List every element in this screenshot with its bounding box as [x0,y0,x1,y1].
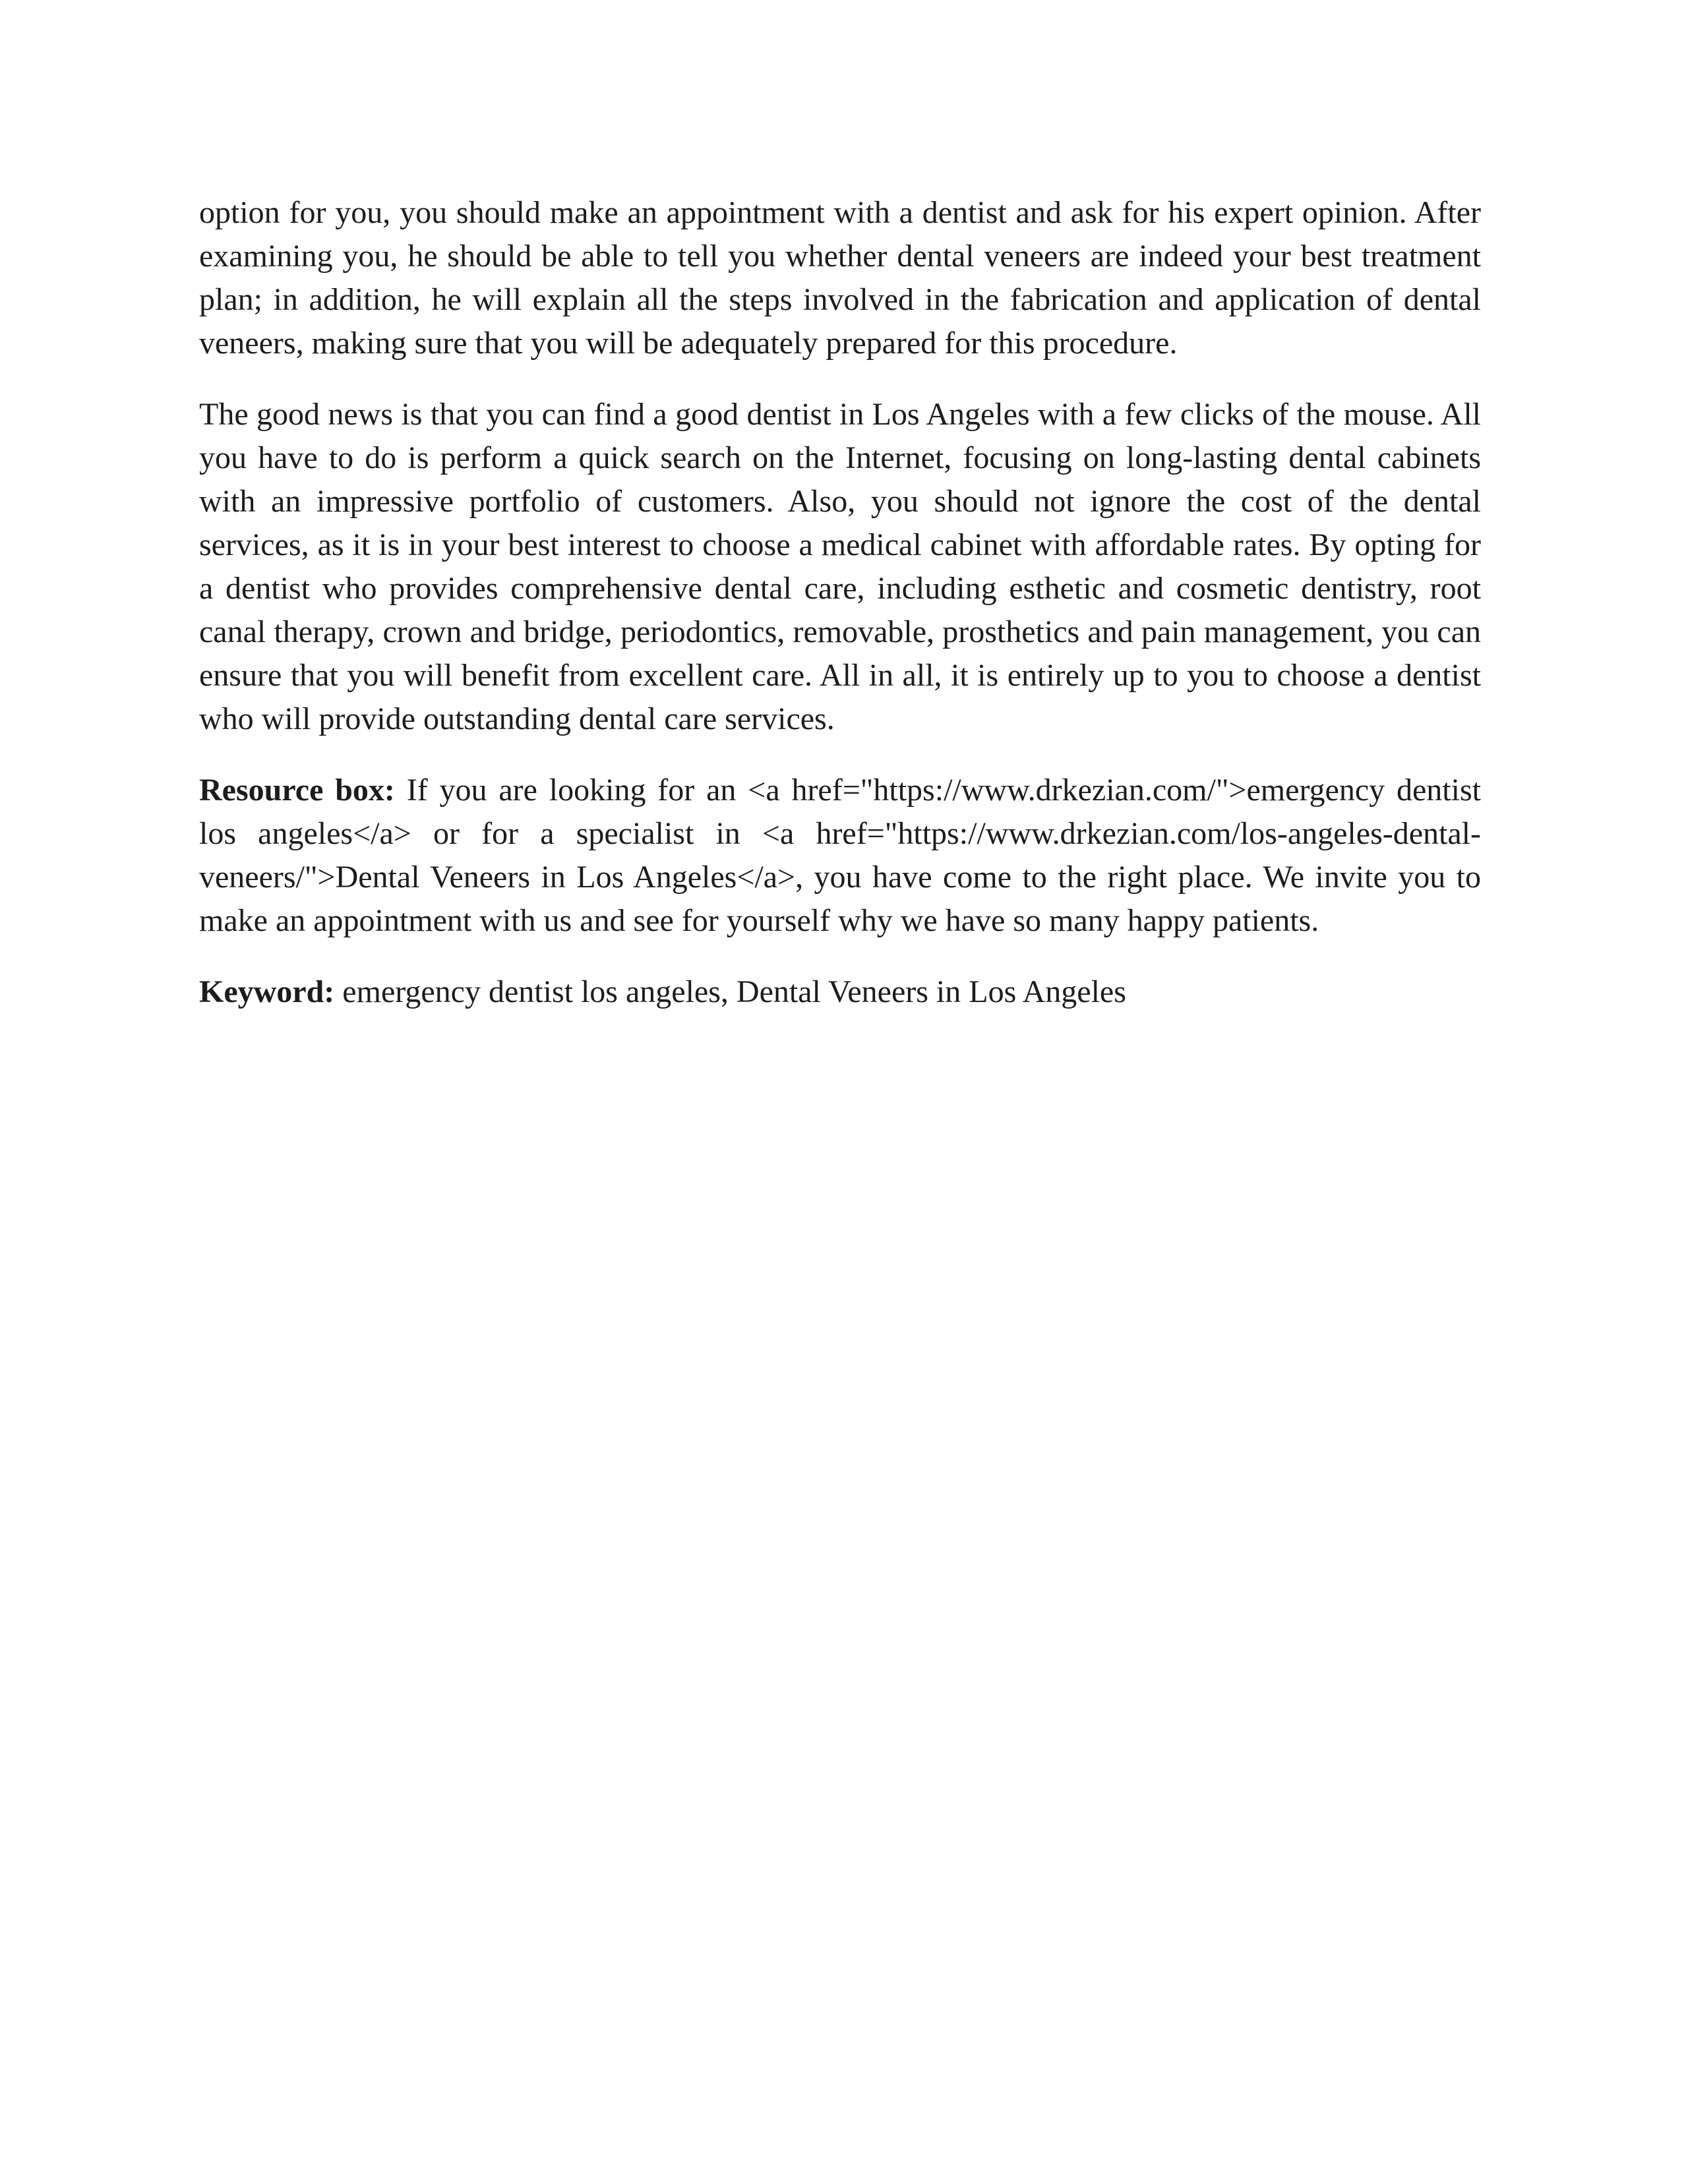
keyword-paragraph [199,970,1481,1014]
keyword-text: emergency dentist los angeles, Dental Veneers in Los Angeles [334,974,1126,1009]
resource-box-label: Resource box: [199,773,395,808]
resource-box-paragraph [199,769,1481,943]
resource-box-text: If you are looking for an <a href="https://www.drkezian.com/">emergency dentist los angeles</a> or for a specialist in <a href="https://www.drkezian.com/los-angeles-dental-veneers/">Dental Veneers in Los Angeles</a>, you have come to the right place. We invite you to make an appointment with us and see for yourself why we have so many happy patients. [199,773,1481,938]
keyword-label: Keyword: [199,974,335,1009]
document-body [199,191,1481,1042]
paragraph-finding-dentist: The good news is that you can find a good dentist in Los Angeles with a few clicks of the mouse. All you have to do is perform a quick search on the Internet, focusing on long-lasting dental cabinets with an impressive portfolio of customers. Also, you should not ignore the cost of the dental services, as it is in your best interest to choose a medical cabinet with affordable rates. By opting for a dentist who provides comprehensive dental care, including esthetic and cosmetic dentistry, root canal therapy, crown and bridge, periodontics, removable, prosthetics and pain management, you can ensure that you will benefit from excellent care. All in all, it is entirely up to you to choose a dentist who will provide outstanding dental care services. [199,397,1481,736]
paragraph-veneers-opinion: option for you, you should make an appointment with a dentist and ask for his expert opinion. After examining you, he should be able to tell you whether dental veneers are indeed your best treatment plan; in addition, he will explain all the steps involved in the fabrication and application of dental veneers, making sure that you will be adequately prepared for this procedure. [199,195,1481,361]
